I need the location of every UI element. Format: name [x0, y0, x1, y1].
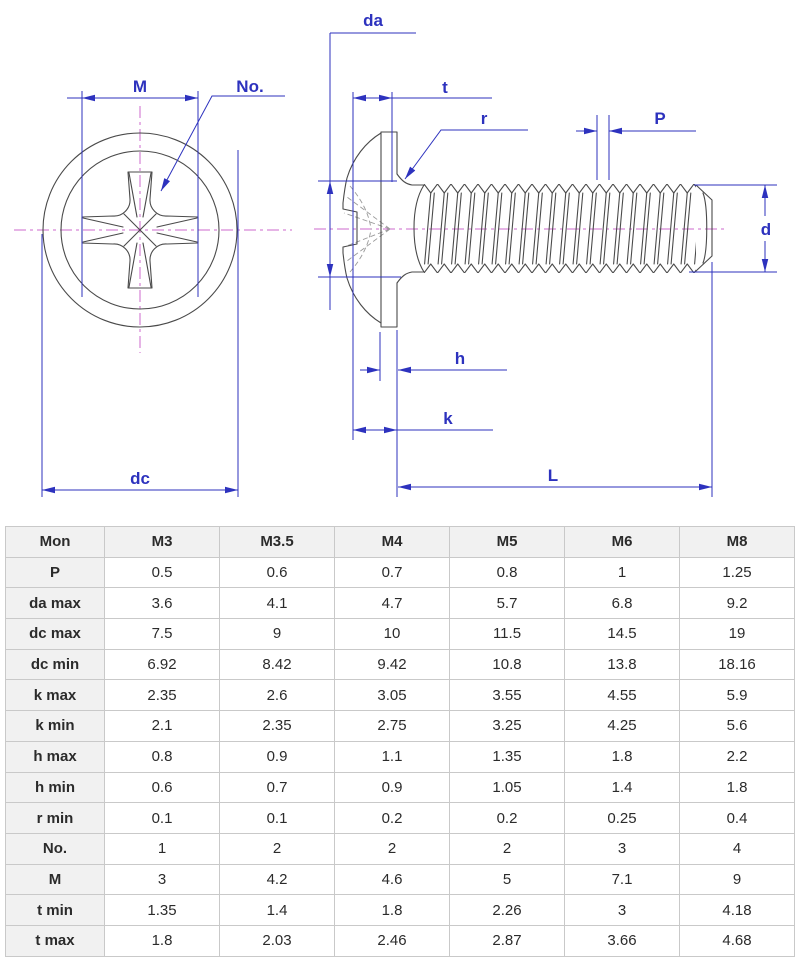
dim-da — [318, 11, 416, 310]
table-cell: 2.35 — [220, 711, 335, 742]
table-cell: 0.6 — [220, 557, 335, 588]
label-t: t — [442, 78, 448, 97]
dim-P — [576, 109, 696, 180]
table-cell: 3 — [565, 833, 680, 864]
table-cell: 2.2 — [680, 741, 795, 772]
table-cell: 0.9 — [335, 772, 450, 803]
table-cell: 9.2 — [680, 588, 795, 619]
table-cell: 4.68 — [680, 925, 795, 956]
table-cell: 1.8 — [335, 895, 450, 926]
table-cell: 0.7 — [220, 772, 335, 803]
table-cell: 2 — [335, 833, 450, 864]
table-cell: 13.8 — [565, 649, 680, 680]
table-cell: 3.6 — [105, 588, 220, 619]
table-row — [6, 803, 795, 834]
table-cell: 5.6 — [680, 711, 795, 742]
side-view — [314, 11, 777, 497]
table-cell: 2.46 — [335, 925, 450, 956]
row-label: da max — [6, 588, 105, 619]
table-cell: 1.8 — [680, 772, 795, 803]
label-P: P — [654, 109, 666, 128]
table-row — [6, 619, 795, 650]
table-cell: 18.16 — [680, 649, 795, 680]
dim-k — [353, 409, 493, 430]
table-cell: 9 — [220, 619, 335, 650]
table-cell: 2.75 — [335, 711, 450, 742]
table-row — [6, 711, 795, 742]
table-cell: 1.4 — [220, 895, 335, 926]
threaded-shaft — [397, 174, 712, 283]
table-cell: 7.1 — [565, 864, 680, 895]
table-cell: 3.05 — [335, 680, 450, 711]
table-cell: 10.8 — [450, 649, 565, 680]
table-cell: 1 — [565, 557, 680, 588]
row-label: h min — [6, 772, 105, 803]
row-label: t max — [6, 925, 105, 956]
table-cell: 0.7 — [335, 557, 450, 588]
table-row — [6, 588, 795, 619]
table-cell: 9.42 — [335, 649, 450, 680]
row-label: h max — [6, 741, 105, 772]
row-label: P — [6, 557, 105, 588]
table-row — [6, 864, 795, 895]
table-cell: 0.8 — [450, 557, 565, 588]
label-r: r — [480, 109, 488, 128]
table-row — [6, 557, 795, 588]
table-row — [6, 925, 795, 956]
label-da: da — [363, 11, 383, 30]
row-label: No. — [6, 833, 105, 864]
label-L: L — [547, 466, 559, 485]
table-row — [6, 741, 795, 772]
row-label: k max — [6, 680, 105, 711]
dim-h — [360, 330, 507, 497]
label-dc: dc — [130, 469, 150, 488]
table-cell: 3 — [105, 864, 220, 895]
column-header: M4 — [335, 527, 450, 558]
table-cell: 5.9 — [680, 680, 795, 711]
table-cell: 1.1 — [335, 741, 450, 772]
table-cell: 19 — [680, 619, 795, 650]
label-h: h — [454, 349, 466, 368]
table-cell: 9 — [680, 864, 795, 895]
table-cell: 2.1 — [105, 711, 220, 742]
table-cell: 2.03 — [220, 925, 335, 956]
leader-No — [161, 77, 285, 191]
table-cell: 1.8 — [565, 741, 680, 772]
front-view — [14, 77, 292, 497]
table-cell: 4 — [680, 833, 795, 864]
table-cell: 0.2 — [335, 803, 450, 834]
table-cell: 2.35 — [105, 680, 220, 711]
table-cell: 0.6 — [105, 772, 220, 803]
table-cell: 4.18 — [680, 895, 795, 926]
row-label: r min — [6, 803, 105, 834]
table-cell: 4.55 — [565, 680, 680, 711]
table-cell: 0.1 — [220, 803, 335, 834]
table-cell: 4.25 — [565, 711, 680, 742]
table-cell: 0.9 — [220, 741, 335, 772]
head-dome-profile — [343, 133, 381, 323]
dim-d — [689, 185, 777, 272]
table-cell: 1.8 — [105, 925, 220, 956]
label-No: No. — [236, 77, 264, 96]
table-cell: 5 — [450, 864, 565, 895]
table-cell: 2.87 — [450, 925, 565, 956]
table-row — [6, 772, 795, 803]
table-cell: 6.8 — [565, 588, 680, 619]
table-row — [6, 895, 795, 926]
table-cell: 1.05 — [450, 772, 565, 803]
dim-M — [67, 77, 198, 297]
table-row — [6, 833, 795, 864]
table-cell: 4.2 — [220, 864, 335, 895]
table-cell: 0.25 — [565, 803, 680, 834]
row-label: t min — [6, 895, 105, 926]
column-header: M8 — [680, 527, 795, 558]
table-cell: 0.4 — [680, 803, 795, 834]
table-cell: 8.42 — [220, 649, 335, 680]
label-M: M — [132, 77, 148, 96]
table-cell: 0.1 — [105, 803, 220, 834]
row-label: M — [6, 864, 105, 895]
table-cell: 2.26 — [450, 895, 565, 926]
spec-table — [5, 526, 795, 957]
table-row — [6, 649, 795, 680]
table-cell: 1.35 — [105, 895, 220, 926]
table-cell: 2.6 — [220, 680, 335, 711]
table-cell: 7.5 — [105, 619, 220, 650]
row-label: k min — [6, 711, 105, 742]
table-cell: 3 — [565, 895, 680, 926]
table-cell: 4.7 — [335, 588, 450, 619]
table-cell: 0.5 — [105, 557, 220, 588]
table-cell: 2 — [220, 833, 335, 864]
column-header: M6 — [565, 527, 680, 558]
table-cell: 11.5 — [450, 619, 565, 650]
table-cell: 1.25 — [680, 557, 795, 588]
table-cell: 14.5 — [565, 619, 680, 650]
table-cell: 4.1 — [220, 588, 335, 619]
table-cell: 3.66 — [565, 925, 680, 956]
table-cell: 3.25 — [450, 711, 565, 742]
table-cell: 0.2 — [450, 803, 565, 834]
row-label: dc max — [6, 619, 105, 650]
table-cell: 1 — [105, 833, 220, 864]
table-cell: 3.55 — [450, 680, 565, 711]
dim-L — [398, 262, 712, 497]
column-header: M3.5 — [220, 527, 335, 558]
table-cell: 1.35 — [450, 741, 565, 772]
table-cell: 2 — [450, 833, 565, 864]
table-cell: 6.92 — [105, 649, 220, 680]
table-cell: 0.8 — [105, 741, 220, 772]
table-cell: 10 — [335, 619, 450, 650]
header-row — [6, 527, 795, 558]
table-row — [6, 680, 795, 711]
row-label: dc min — [6, 649, 105, 680]
table-cell: 5.7 — [450, 588, 565, 619]
leader-r — [405, 109, 528, 179]
label-d: d — [760, 220, 772, 239]
label-k: k — [443, 409, 453, 428]
column-header: M3 — [105, 527, 220, 558]
table-cell: 1.4 — [565, 772, 680, 803]
table-cell: 4.6 — [335, 864, 450, 895]
corner-header: Mon — [6, 527, 105, 558]
column-header: M5 — [450, 527, 565, 558]
